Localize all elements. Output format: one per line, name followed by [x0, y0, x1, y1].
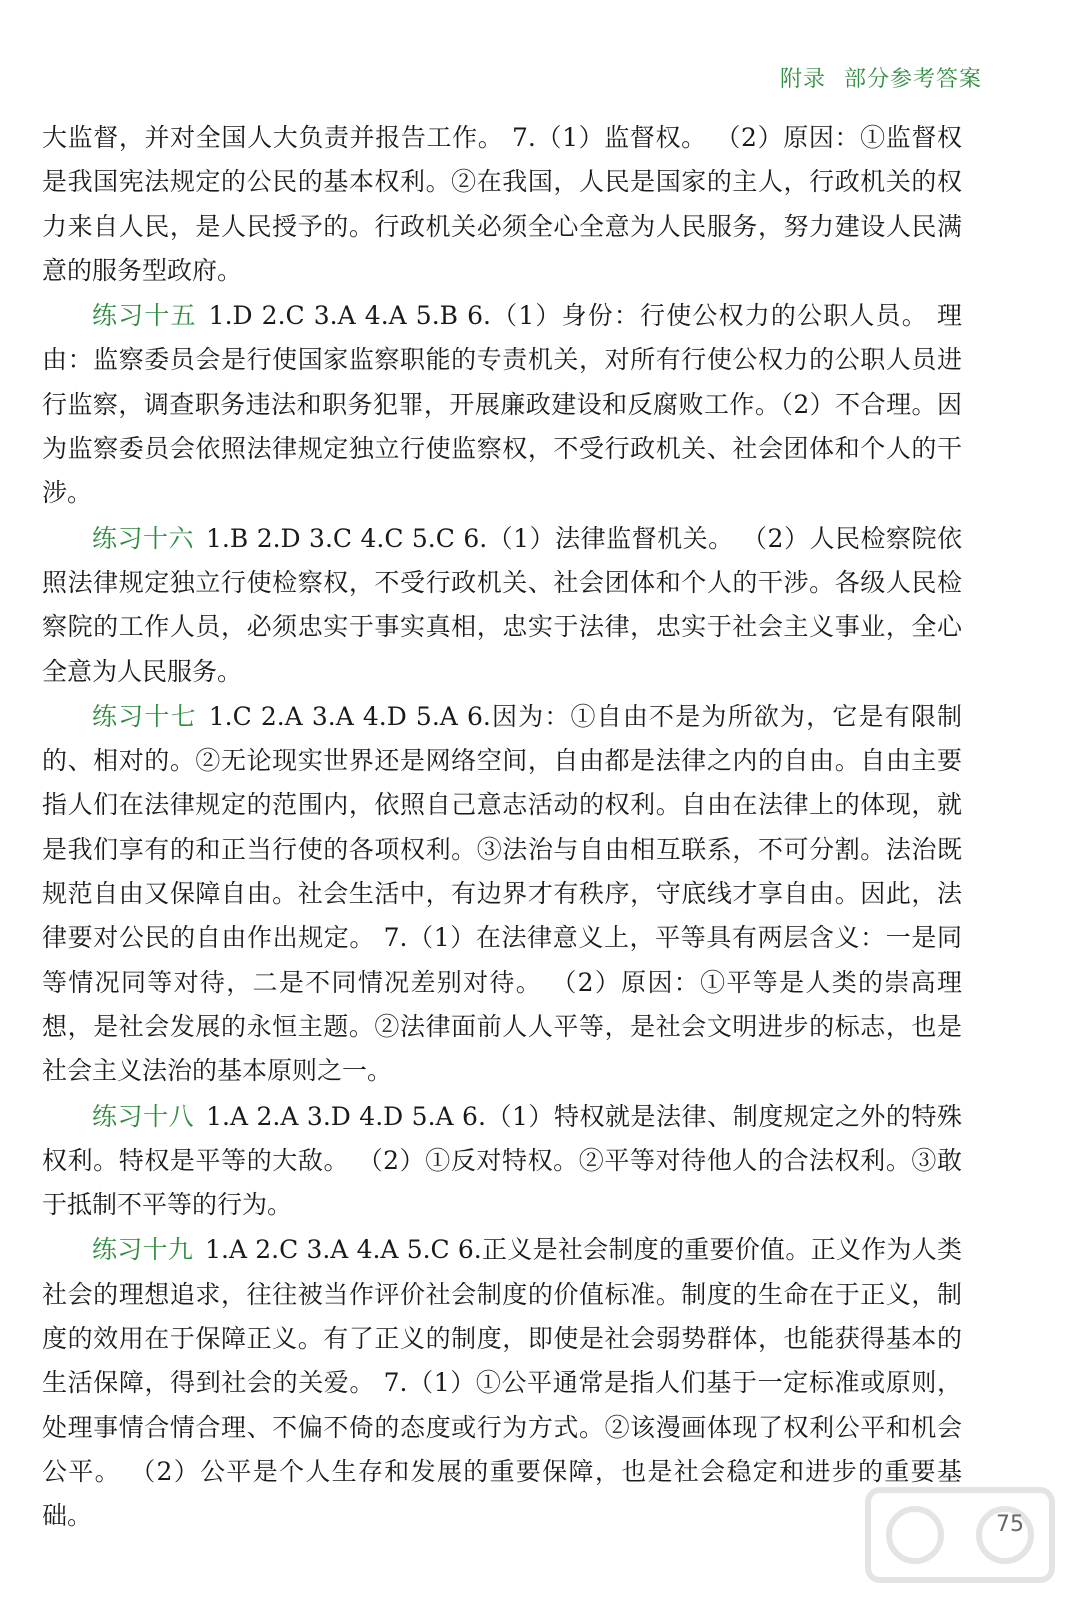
running-header [780, 62, 982, 93]
exercise-label: 练习十八 [92, 1101, 195, 1131]
paragraph-text: 1.B 2.D 3.C 4.C 5.C 6.（1）法律监督机关。 （2）人民检察院依照法律规定独立行使检察权，不受行政机关、社会团体和个人的干涉。各级人民检察院的工作人员，必须忠实于事实真相，忠实于法律，忠实于社会主义事业，全心全意为人民服务。 [42, 523, 962, 686]
answer-paragraph [42, 517, 962, 694]
answer-paragraph [42, 116, 962, 293]
answer-paragraph [42, 1228, 962, 1538]
answer-content [42, 116, 962, 1539]
answer-paragraph [42, 695, 962, 1094]
paragraph-text: 大监督，并对全国人大负责并报告工作。 7.（1）监督权。 （2）原因：①监督权是我国宪法规定的公民的基本权利。②在我国，人民是国家的主人，行政机关的权力来自人民，是人民授予的。行政机关必须全心全意为人民服务，努力建设人民满意的服务型政府。 [42, 123, 962, 285]
paragraph-text: 1.D 2.C 3.A 4.A 5.B 6.（1）身份：行使公权力的公职人员。 理由：监察委员会是行使国家监察职能的专责机关，对所有行使公权力的公职人员进行监察，调查职务违法和职务犯罪，开展廉政建设和反腐败工作。（2）不合理。因为监察委员会依照法律规定独立行使监察权，不受行政机关、社会团体和个人的干涉。 [42, 301, 962, 508]
paragraph-text: 1.A 2.C 3.A 4.A 5.C 6.正义是社会制度的重要价值。正义作为人类社会的理想追求，往往被当作评价社会制度的价值标准。制度的生命在于正义，制度的效用在于保障正义。有了正义的制度，即使是社会弱势群体，也能获得基本的生活保障，得到社会的关爱。 7.（1）①公平通常是指人们基于一定标准或原则，处理事情合情合理、不偏不倚的态度或行为方式。②该漫画体现了权利公平和机会公平。 （2）公平是个人生存和发展的重要保障，也是社会稳定和进步的重要基础。 [42, 1235, 962, 1531]
exercise-label: 练习十九 [92, 1235, 194, 1265]
paragraph-text: 1.C 2.A 3.A 4.D 5.A 6.因为：①自由不是为所欲为，它是有限制的、相对的。②无论现实世界还是网络空间，自由都是法律之内的自由。自由主要指人们在法律规定的范围内，依照自己意志活动的权利。自由在法律上的体现，就是我们享有的和正当行使的各项权利。③法治与自由相互联系，不可分割。法治既规范自由又保障自由。社会生活中，有边界才有秩序，守底线才享自由。因此，法律要对公民的自由作出规定。 7.（1）在法律意义上，平等具有两层含义：一是同等情况同等对待，二是不同情况差别对待。 （2）原因：①平等是人类的崇高理想，是社会发展的永恒主题。②法律面前人人平等，是社会文明进步的标志，也是社会主义法治的基本原则之一。 [42, 701, 962, 1086]
page-number: 75 [996, 1512, 1024, 1537]
paragraph-text: 1.A 2.A 3.D 4.D 5.A 6.（1）特权就是法律、制度规定之外的特殊权利。特权是平等的大敌。 （2）①反对特权。②平等对待他人的合法权利。③敢于抵制不平等的行为。 [42, 1101, 962, 1220]
exercise-label: 练习十六 [92, 523, 195, 553]
answer-paragraph [42, 1095, 962, 1228]
answer-paragraph [42, 294, 962, 515]
exercise-label: 练习十五 [92, 301, 197, 331]
header-title: 部分参考答案 [843, 67, 982, 92]
watermark-logo [860, 1480, 1060, 1590]
header-section: 附录 [779, 67, 826, 92]
exercise-label: 练习十七 [92, 701, 197, 731]
